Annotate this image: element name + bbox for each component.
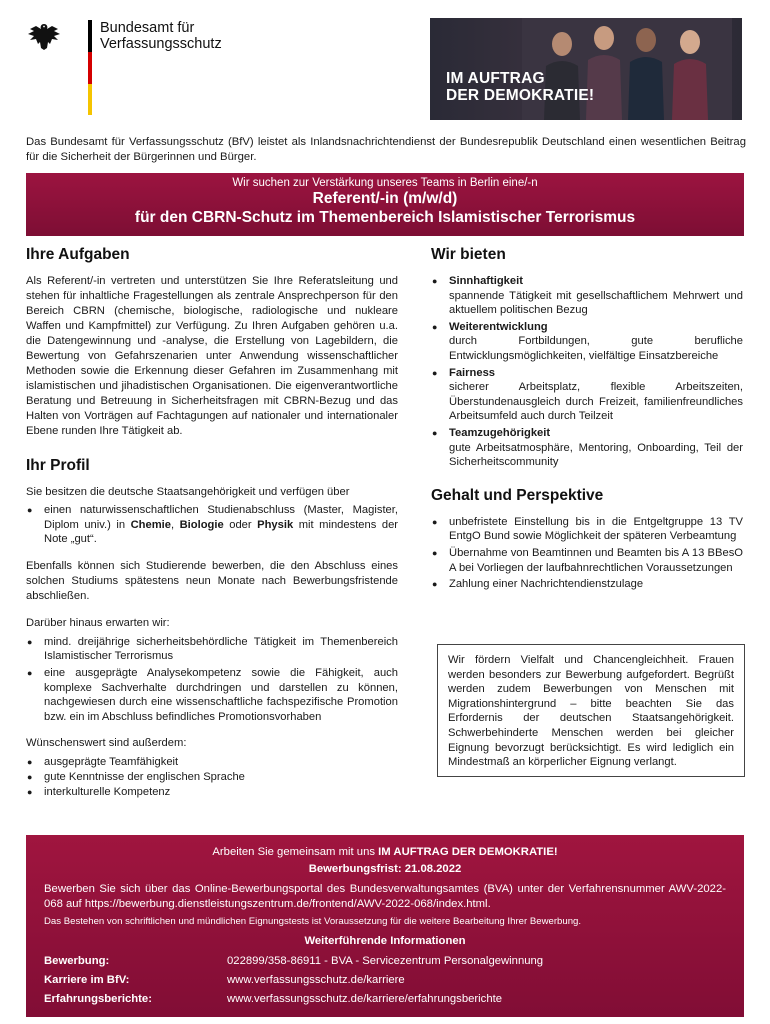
org-name-line1: Bundesamt für [100, 20, 195, 36]
profil-heading: Ihr Profil [26, 457, 90, 474]
students-text: Ebenfalls können sich Studierende bewerben, die den Abschluss eines solchen Studiums spätestens neun Monate nach Bewerbungsfristende abschließen. [26, 559, 398, 602]
degree-list [26, 503, 398, 547]
aufgaben-heading: Ihre Aufgaben [26, 246, 130, 263]
banner-pre: Wir suchen zur Verstärkung unseres Teams in Berlin eine/-n [232, 177, 538, 189]
career-link[interactable]: www.verfassungsschutz.de/karriere [227, 973, 405, 986]
list-item: ● Sinnhaftigkeit spannende Tätigkeit mit gesellschaftlichem Mehrwert und aktuellem politischen Bezug [431, 274, 743, 318]
table-row [44, 951, 543, 970]
footer-banner [26, 835, 744, 1017]
list-item: ● Zahlung einer Nachrichtendienstzulage [431, 577, 743, 592]
hero-image [430, 18, 742, 120]
aufgaben-text: Als Referent/-in vertreten und unterstützen Sie Ihre Referatsleitung und stehen für inhaltliche Fragestellungen als zentrale Ansprechperson für den Bereich CBRN (chemische, biologische, radiologische und nukleare Waffen und Kampfmittel) zur Verfügung. Zu Ihren Aufgaben gehören u.a. die Datengewinnung und -analyse, die Erstellung von Lagebildern, die Bewertung von Gefahrszenarien unter Anwendung wissenschaftlicher Methoden sowie die Erkennung dieser Gefahren im Zusammenhang mit islamistischen und jihadistischen Organisationen. Die eigenverantwortliche Beratung und Betreuung in Sicherheitsfragen mit CBRN-Bezug und das Halten von Vorträgen auf Fachtagungen auf nationaler und internationaler Ebene runden Ihre Tätigkeit ab. [26, 275, 398, 437]
team-photo [522, 18, 732, 120]
list-item: ● Weiterentwicklung durch Fortbildungen, gute berufliche Entwicklungsmöglichkeiten, vielfältige Einsatzbereiche [431, 320, 743, 364]
job-title-banner [26, 173, 744, 236]
hero-claim [446, 70, 594, 104]
info-heading: Weiterführende Informationen [304, 935, 466, 947]
profil-intro: Sie besitzen die deutsche Staatsangehörigkeit und verfügen über [26, 486, 350, 498]
list-item: ● Übernahme von Beamtinnen und Beamten bis A 13 BBesO A bei Vorliegen der laufbahnrechtlichen Voraussetzungen [431, 546, 743, 575]
wish-list [26, 755, 398, 799]
expect-list [26, 635, 398, 725]
list-item: ● gute Kenntnisse der englischen Sprache [26, 770, 398, 785]
list-item: ● einen naturwissenschaftlichen Studienabschluss (Master, Magister, Diplom univ.) in Chemie, Biologie oder Physik mit mindestens der Note „gut“. [26, 503, 398, 547]
info-value: 022899/358-86911 - BVA - Servicezentrum Personalgewinnung [227, 954, 544, 967]
list-item: ● unbefristete Einstellung bis in die Entgeltgruppe 13 TV EntgO Bund sowie Möglichkeit der späteren Verbeamtung [431, 515, 743, 544]
org-name [100, 20, 222, 52]
org-name-line2: Verfassungsschutz [100, 36, 222, 52]
test-note: Das Bestehen von schriftlichen und mündlichen Eignungstests ist Voraussetzung für die weitere Bearbeitung Ihrer Bewerbung. [44, 916, 582, 927]
job-title: Referent/-in (m/w/d) [312, 190, 458, 207]
expect-intro: Darüber hinaus erwarten wir: [26, 616, 170, 629]
offer-list [431, 274, 743, 470]
job-subtitle: für den CBRN-Schutz im Themenbereich Islamistischer Terrorismus [134, 209, 636, 226]
claim-line1: IM AUFTRAG [446, 70, 545, 87]
application-deadline: Bewerbungsfrist: 21.08.2022 [308, 863, 462, 875]
bfv-logo [24, 20, 224, 115]
left-column [26, 246, 398, 799]
apply-text[interactable]: Bewerben Sie sich über das Online-Bewerbungsportal des Bundesverwaltungsamtes (BVA) unter der Verfahrensnummer AWV-2022-068 auf https://bewerbung.dienstleistungszentrum.de/frontend/AWV-2022-068/index.html. [44, 883, 726, 910]
table-row [44, 989, 543, 1008]
salary-list [431, 515, 743, 592]
info-label: Bewerbung: [44, 954, 110, 967]
info-label: Karriere im BfV: [44, 973, 130, 986]
diversity-box: Wir fördern Vielfalt und Chancengleichheit. Frauen werden besonders zur Bewerbung aufgefordert. Begrüßt werden zudem Bewerbungen von Menschen mit Migrationshintergrund – bitte beachten Sie das Erfordernis der deutschen Staatsangehörigkeit. Schwerbehinderte Menschen werden bei gleicher Eignung bevorzugt berücksichtigt. Es wird lediglich ein Mindestmaß an körperlicher Eignung verlangt. [437, 644, 745, 777]
intro-text: Das Bundesamt für Verfassungsschutz (BfV) leistet als Inlandsnachrichtendienst der Bundesrepublik Deutschland einen wesentlichen Beitrag für die Sicherheit der Bürgerinnen und Bürger. [26, 136, 746, 163]
claim-line2: DER DEMOKRATIE! [446, 87, 595, 104]
info-label: Erfahrungsberichte: [44, 992, 152, 1005]
reports-link[interactable]: www.verfassungsschutz.de/karriere/erfahrungsberichte [227, 992, 503, 1005]
list-item: ● mind. dreijährige sicherheitsbehördliche Tätigkeit im Themenbereich Islamistischer Terrorismus [26, 635, 398, 664]
list-item: ● interkulturelle Kompetenz [26, 785, 398, 800]
bieten-heading: Wir bieten [431, 246, 506, 263]
right-column [431, 246, 743, 592]
list-item: ● Fairness sicherer Arbeitsplatz, flexible Arbeitszeiten, Überstundenausgleich durch Freizeit, familienfreundliches Arbeitsumfeld auch durch Teilzeit [431, 366, 743, 424]
table-row [44, 970, 543, 989]
list-item: ● ausgeprägte Teamfähigkeit [26, 755, 398, 770]
wish-intro: Wünschenswert sind außerdem: [26, 737, 187, 750]
list-item: ● eine ausgeprägte Analysekompetenz sowie die Fähigkeit, auch komplexe Sachverhalte durchdringen und darstellen zu können, nachgewiesen durch eine wissenschaftliche fachspezifische Promotion bzw. ein im Abschluss befindliches Promotionsvorhaben [26, 666, 398, 724]
list-item: ● Teamzugehörigkeit gute Arbeitsatmosphäre, Mentoring, Onboarding, Teil der Sicherheitscommunity [431, 426, 743, 470]
federal-eagle-icon [26, 22, 62, 52]
info-table [44, 951, 543, 1008]
gehalt-heading: Gehalt und Perspektive [431, 486, 604, 504]
footer-claim: Arbeiten Sie gemeinsam mit uns IM AUFTRAG DER DEMOKRATIE! [212, 846, 558, 858]
flag-stripe [88, 20, 92, 115]
